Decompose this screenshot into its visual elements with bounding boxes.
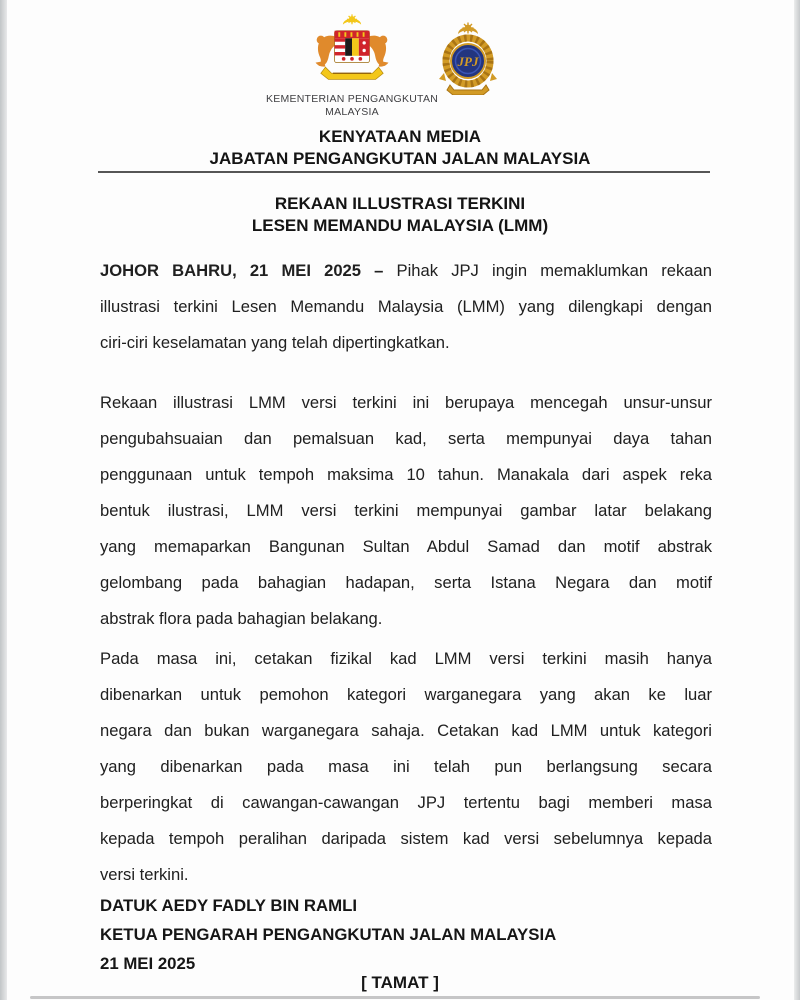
body-text-line: yang dibenarkan pada masa ini telah pun berlangsung secara bbox=[100, 757, 712, 776]
paragraph-dateline bbox=[100, 253, 712, 361]
signature-block bbox=[100, 891, 712, 978]
body-text-line: berperingkat di cawangan-cawangan JPJ tertentu bagi memberi masa bbox=[100, 793, 712, 812]
body-text-line: bentuk ilustrasi, LMM versi terkini mempunyai gambar latar belakang bbox=[100, 501, 712, 520]
body-text-line: yang memaparkan Bangunan Sultan Abdul Samad dan motif abstrak bbox=[100, 537, 712, 556]
header-divider bbox=[98, 171, 710, 173]
body-text-line: illustrasi terkini Lesen Memandu Malaysia (LMM) yang dilengkapi dengan bbox=[100, 297, 712, 316]
body-text-line: JOHOR BAHRU, 21 MEI 2025 – Pihak JPJ ingin memaklumkan rekaan bbox=[100, 261, 712, 280]
ministry-caption-line2: MALAYSIA bbox=[325, 106, 379, 118]
title-line2: JABATAN PENGANGKUTAN JALAN MALAYSIA bbox=[209, 149, 591, 168]
document-subject bbox=[94, 193, 706, 237]
paragraph-printing bbox=[100, 641, 712, 893]
malaysia-coat-of-arms-icon bbox=[302, 14, 402, 90]
signatory-title: KETUA PENGARAH PENGANGKUTAN JALAN MALAYSIA bbox=[100, 925, 557, 944]
body-text-line: penggunaan untuk tempoh maksima 10 tahun. Manakala dari aspek reka bbox=[100, 465, 712, 484]
body-text-line: abstrak flora pada bahagian belakang. bbox=[100, 609, 383, 628]
body-text-line: dibenarkan untuk pemohon kategori warganegara yang akan ke luar bbox=[100, 685, 712, 704]
photo-edge-left bbox=[0, 0, 7, 1000]
subject-line2: LESEN MEMANDU MALAYSIA (LMM) bbox=[251, 216, 549, 235]
dateline-bold: JOHOR BAHRU, 21 MEI 2025 – bbox=[100, 261, 384, 280]
jpj-badge-icon bbox=[436, 21, 500, 95]
body-text-line: Rekaan illustrasi LMM versi terkini ini berupaya mencegah unsur-unsur bbox=[100, 393, 712, 412]
svg-text:JPJ: JPJ bbox=[457, 54, 479, 69]
end-marker: [ TAMAT ] bbox=[361, 973, 439, 992]
letterhead bbox=[252, 14, 452, 119]
signatory-name: DATUK AEDY FADLY BIN RAMLI bbox=[100, 896, 358, 915]
photo-edge-right bbox=[794, 0, 800, 1000]
body-text-line: gelombang pada bahagian hadapan, serta Istana Negara dan motif bbox=[100, 573, 712, 592]
body-text-line: versi terkini. bbox=[100, 865, 189, 884]
ministry-caption-line1: KEMENTERIAN PENGANGKUTAN bbox=[265, 93, 439, 105]
document-title bbox=[94, 126, 706, 170]
paragraph-design bbox=[100, 385, 712, 637]
subject-line1: REKAAN ILLUSTRASI TERKINI bbox=[274, 194, 526, 213]
signature-date: 21 MEI 2025 bbox=[100, 954, 196, 973]
body-text-line: ciri-ciri keselamatan yang telah dipertingkatkan. bbox=[100, 333, 450, 352]
title-line1: KENYATAAN MEDIA bbox=[318, 127, 482, 146]
body-text-line: pengubahsuaian dan pemalsuan kad, serta mempunyai daya tahan bbox=[100, 429, 712, 448]
ministry-caption bbox=[252, 93, 452, 119]
body-text-line: Pada masa ini, cetakan fizikal kad LMM versi terkini masih hanya bbox=[100, 649, 712, 668]
body-text-line: kepada tempoh peralihan daripada sistem kad versi sebelumnya kepada bbox=[100, 829, 712, 848]
body-text-line: negara dan bukan warganegara sahaja. Cetakan kad LMM untuk kategori bbox=[100, 721, 712, 740]
